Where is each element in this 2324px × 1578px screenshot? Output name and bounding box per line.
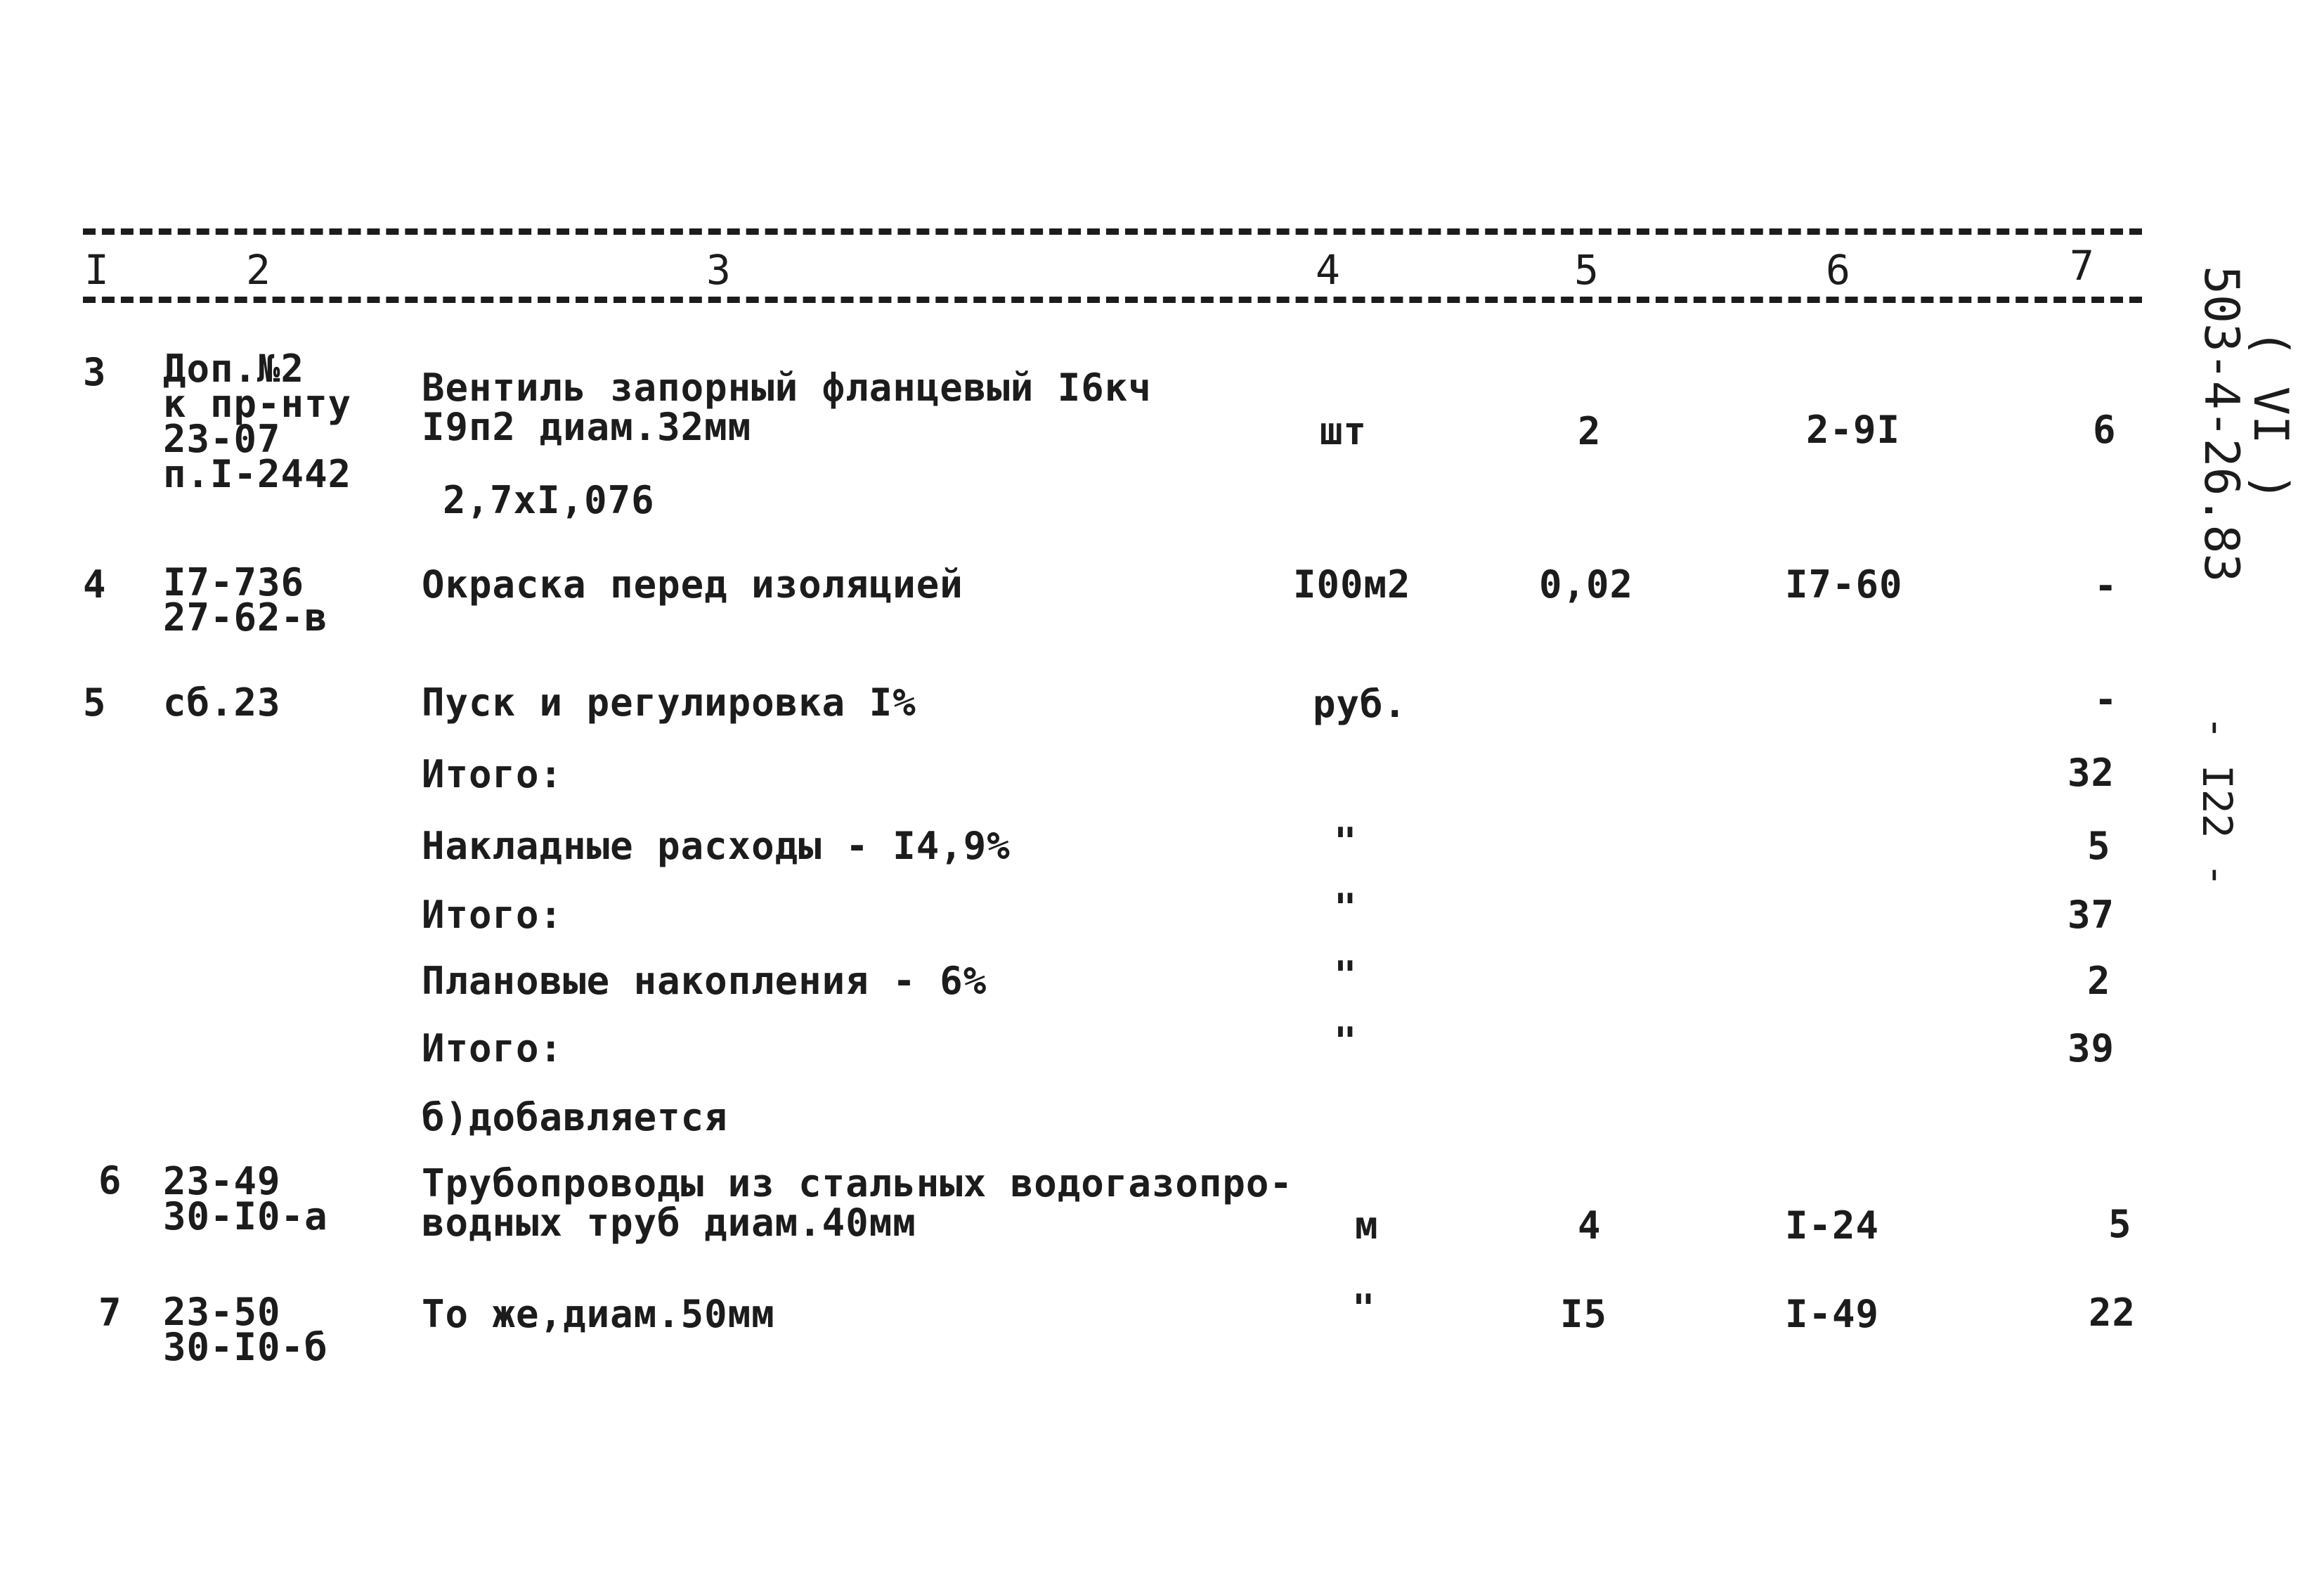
reference-line: 30-I0-а: [163, 1194, 328, 1239]
row-description: Пуск и регулировка I%: [422, 680, 916, 725]
row-unit-price: I-24: [1785, 1203, 1880, 1248]
row-description: [422, 368, 1152, 447]
description-line: Вентиль запорный фланцевый I6кч: [422, 366, 1152, 410]
column-header-6: 6: [1826, 246, 1851, 294]
row-unit: I00м2: [1293, 562, 1411, 607]
row-total: -: [2094, 678, 2118, 722]
reference-line: 23-49: [163, 1159, 281, 1203]
summary-total: 37: [2067, 893, 2115, 937]
summary-total: 32: [2067, 751, 2115, 795]
summary-label: Накладные расходы - I4,9%: [422, 824, 1011, 868]
reference-line: 23-50: [163, 1290, 281, 1334]
row-unit: шт: [1320, 409, 1368, 453]
section-subheading: б)добавляется: [422, 1095, 728, 1139]
row-quantity: 4: [1578, 1203, 1602, 1248]
reference-line: Доп.№2: [163, 347, 305, 391]
reference-line: 30-I0-б: [163, 1325, 328, 1369]
summary-unit: ": [1334, 820, 1358, 864]
row-unit-price: I7-60: [1785, 562, 1903, 607]
summary-label: Итого:: [422, 1026, 564, 1071]
row-number: 6: [98, 1158, 122, 1203]
reference-line: п.I-2442: [163, 452, 352, 496]
reference-line: к пр-нту: [163, 382, 352, 426]
row-number: 4: [83, 562, 107, 607]
row-total: -: [2094, 564, 2118, 608]
row-calculation-note: 2,7хI,076: [443, 478, 655, 522]
row-total: 22: [2089, 1291, 2136, 1335]
row-reference: сб.23: [163, 680, 281, 725]
column-header-2: 2: [246, 246, 271, 294]
summary-label: Итого:: [422, 752, 564, 796]
summary-label: Итого:: [422, 893, 564, 937]
reference-line: 27-62-в: [163, 595, 328, 640]
side-section-label: ( VI ): [2242, 329, 2298, 502]
row-unit-price: 2-9I: [1806, 408, 1901, 452]
description-line: Трубопроводы из стальных водогазопро-: [422, 1161, 1293, 1205]
column-header-4: 4: [1316, 246, 1341, 294]
row-number: 5: [83, 680, 107, 725]
row-unit: ": [1352, 1286, 1376, 1331]
row-description: [422, 1161, 1293, 1245]
row-unit: м: [1355, 1203, 1379, 1248]
row-reference: [163, 560, 328, 640]
summary-unit: ": [1334, 953, 1358, 997]
summary-unit: ": [1334, 886, 1358, 930]
header-bottom-rule: [83, 297, 2142, 303]
summary-unit: ": [1334, 1019, 1358, 1063]
description-line: водных труб диам.40мм: [422, 1201, 916, 1245]
header-top-rule: [83, 228, 2142, 235]
column-header-1: I: [84, 246, 110, 294]
column-header-7: 7: [2070, 242, 2095, 290]
reference-line: I7-736: [163, 560, 305, 604]
row-description: Окраска перед изоляцией: [422, 562, 963, 607]
side-page-number: - I22 -: [2193, 716, 2241, 888]
column-header-3: 3: [706, 246, 732, 294]
reference-line: 23-07: [163, 417, 281, 461]
summary-total: 39: [2067, 1026, 2115, 1071]
row-number: 3: [83, 350, 107, 394]
row-reference: [163, 1290, 328, 1369]
summary-total: 5: [2087, 824, 2111, 868]
row-quantity: I5: [1560, 1292, 1608, 1336]
row-reference: [163, 1159, 328, 1239]
row-total: 5: [2108, 1202, 2132, 1246]
description-line: I9п2 диам.32мм: [422, 405, 752, 449]
side-document-code: 503-4-26.83: [2193, 266, 2249, 583]
summary-total: 2: [2087, 959, 2111, 1003]
row-unit-price: I-49: [1785, 1292, 1880, 1336]
row-quantity: 2: [1578, 409, 1602, 453]
summary-label: Плановые накопления - 6%: [422, 959, 987, 1003]
row-quantity: 0,02: [1539, 562, 1634, 607]
row-total: 6: [2093, 408, 2117, 452]
row-description: То же,диам.50мм: [422, 1292, 775, 1336]
row-number: 7: [98, 1291, 122, 1335]
row-reference: [163, 347, 352, 496]
column-header-5: 5: [1574, 246, 1599, 294]
row-unit: руб.: [1313, 682, 1408, 726]
